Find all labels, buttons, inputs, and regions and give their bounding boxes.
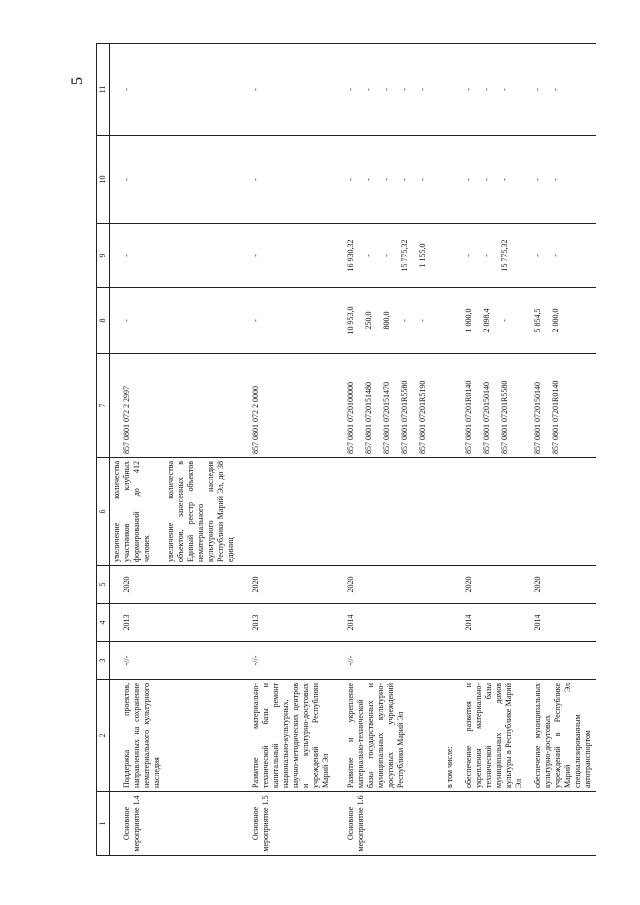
amount-cell	[439, 224, 458, 288]
amount-cell-value: -	[533, 178, 542, 181]
amount-cell	[527, 224, 596, 288]
end-year-cell: 2020	[334, 566, 439, 604]
activity-number-cell: Основное мероприятие 1.5	[239, 792, 334, 856]
amount-cell-value: -	[364, 254, 373, 257]
amount-cell-value: -	[382, 254, 391, 257]
start-year-cell: 2014	[527, 604, 596, 642]
amount-cell	[334, 288, 439, 354]
amount-cell-value: -	[482, 88, 491, 91]
amount-cell-value: -	[400, 178, 409, 181]
executor-cell	[458, 642, 527, 680]
amount-cell-value: -	[533, 88, 542, 91]
table-row	[458, 44, 527, 856]
column-number-4: 4	[97, 604, 110, 642]
page-number: 5	[69, 77, 86, 85]
activity-name-cell: в том числе:	[439, 680, 458, 792]
amount-cell-value: -	[122, 254, 131, 257]
activity-number-cell	[439, 792, 458, 856]
amount-cell-value: -	[464, 88, 473, 91]
budget-code-cell	[458, 354, 527, 458]
budget-code-cell	[334, 354, 439, 458]
amount-cell	[439, 288, 458, 354]
expected-result-carryover: увеличение количества участников клубных формирований до 412 человек	[112, 461, 151, 562]
amount-cell-value: 800,0	[382, 311, 391, 330]
budget-code-cell-value: 857 0801 07201R5190	[418, 380, 427, 454]
column-number-9: 9	[97, 224, 110, 288]
budget-code-cell-value: 857 0801 0720151470	[382, 382, 391, 454]
amount-cell-value: 15 775,32	[400, 239, 409, 272]
amount-cell-value: -	[551, 88, 560, 91]
activity-name-cell: обеспечение развития и укрепления материально-технической базы муниципальных домов культуры в Республике Марий Эл	[458, 680, 527, 792]
amount-cell	[458, 44, 527, 136]
executor-cell: -//-	[110, 642, 240, 680]
expected-result-text: увеличение количества объектов, занесенных в Единый реестр объектов нематериального культурного наследия Республики Марий Эл, до 38 единиц	[166, 461, 235, 562]
expected-result-cell	[334, 458, 439, 566]
amount-cell-value: -	[482, 254, 491, 257]
amount-cell-value: 1 000,0	[464, 308, 473, 333]
amount-cell-value: -	[482, 178, 491, 181]
amount-cell-value: 15 775,32	[500, 239, 509, 272]
amount-cell-value: 5 854,5	[533, 308, 542, 333]
expected-result-cell	[458, 458, 527, 566]
amount-cell-value: -	[418, 178, 427, 181]
start-year-cell: 2014	[458, 604, 527, 642]
activity-name-cell: обеспечение муниципальных культурно-досуговых учреждений в Республике Марий Эл специализированным автотранспортом	[527, 680, 596, 792]
amount-cell-value: -	[251, 178, 260, 181]
column-number-8: 8	[97, 288, 110, 354]
executor-cell	[527, 642, 596, 680]
column-number-5: 5	[97, 566, 110, 604]
amount-cell	[527, 288, 596, 354]
amount-cell-value: -	[500, 178, 509, 181]
column-number-6: 6	[97, 458, 110, 566]
budget-code-cell-value: 857 0801 0720100000	[346, 382, 355, 454]
activity-number-cell: Основное мероприятие 1.6	[334, 792, 439, 856]
amount-cell-value: -	[122, 88, 131, 91]
budget-code-cell	[239, 354, 334, 458]
amount-cell-value: 2 098,4	[482, 308, 491, 333]
activity-number-cell: Основное мероприятие 1.4	[110, 792, 240, 856]
budget-code-cell-value: 857 0801 07201R0140	[551, 380, 560, 454]
table-body	[110, 44, 597, 856]
activity-name-cell: Развитие материально-технической базы и капитальный ремонт национально-культурных, научно-методических центров и культурно-досуговых учреждений Республики Марий Эл	[239, 680, 334, 792]
amount-cell-value: -	[551, 178, 560, 181]
table-row	[239, 44, 334, 856]
budget-code-cell-value: 857 0801 0720150140	[533, 382, 542, 454]
budget-code-cell-value: 857 0801 07201R0140	[464, 380, 473, 454]
expected-result-cell	[527, 458, 596, 566]
budget-code-cell-value: 857 0801 0720150140	[482, 382, 491, 454]
amount-cell-value: -	[382, 178, 391, 181]
amount-cell	[334, 44, 439, 136]
amount-cell-value: -	[251, 254, 260, 257]
start-year-cell: 2014	[334, 604, 439, 642]
amount-cell	[458, 224, 527, 288]
amount-cell	[110, 288, 240, 354]
start-year-cell: 2013	[110, 604, 240, 642]
table-row	[334, 44, 439, 856]
amount-cell-value: 2 000,0	[551, 308, 560, 333]
budget-code-cell	[110, 354, 240, 458]
activity-number-cell	[458, 792, 527, 856]
amount-cell	[239, 288, 334, 354]
executor-cell: -//-	[239, 642, 334, 680]
end-year-cell: 2020	[527, 566, 596, 604]
activity-number-cell	[527, 792, 596, 856]
amount-cell	[527, 136, 596, 224]
amount-cell	[239, 44, 334, 136]
amount-cell-value: -	[346, 88, 355, 91]
expected-result-cell	[110, 458, 240, 566]
budget-code-cell-value: 857 0801 0720151480	[364, 382, 373, 454]
budget-code-cell-value: 857 0801 072 2 2997	[122, 386, 131, 454]
amount-cell	[239, 136, 334, 224]
activity-name-cell: Поддержка проектов, направленных на сохранение нематериального культурного наследия	[110, 680, 240, 792]
amount-cell-value: -	[464, 178, 473, 181]
amount-cell-value: 16 930,32	[346, 239, 355, 272]
expected-result-cell	[239, 458, 334, 566]
amount-cell-value: -	[122, 178, 131, 181]
amount-cell-value: -	[500, 88, 509, 91]
column-number-row	[97, 44, 110, 856]
budget-code-cell-value: 857 0801 072 2 0000	[251, 386, 260, 454]
amount-cell	[334, 136, 439, 224]
budget-code-cell	[439, 354, 458, 458]
amount-cell	[110, 44, 240, 136]
table-row	[439, 44, 458, 856]
amount-cell-value: -	[122, 319, 131, 322]
column-number-2: 2	[97, 680, 110, 792]
column-number-3: 3	[97, 642, 110, 680]
amount-cell-value: -	[251, 319, 260, 322]
end-year-cell: 2020	[239, 566, 334, 604]
start-year-cell	[439, 604, 458, 642]
amount-cell	[110, 136, 240, 224]
amount-cell-value: 250,0	[364, 311, 373, 330]
amount-cell-value: -	[382, 88, 391, 91]
amount-cell-value: -	[364, 88, 373, 91]
budget-code-cell-value: 857 0801 07201R5580	[500, 380, 509, 454]
amount-cell	[239, 224, 334, 288]
amount-cell-value: 10 953,0	[346, 306, 355, 335]
amount-cell-value: -	[346, 178, 355, 181]
amount-cell	[527, 44, 596, 136]
amount-cell	[439, 136, 458, 224]
amount-cell	[458, 288, 527, 354]
amount-cell-value: -	[364, 178, 373, 181]
column-number-10: 10	[97, 136, 110, 224]
column-number-7: 7	[97, 354, 110, 458]
budget-code-cell	[527, 354, 596, 458]
end-year-cell: 2020	[458, 566, 527, 604]
amount-cell-value: -	[400, 319, 409, 322]
column-number-1: 1	[97, 792, 110, 856]
program-table-sheet	[96, 44, 628, 856]
amount-cell-value: 1 155,0	[418, 243, 427, 268]
end-year-cell: 2020	[110, 566, 240, 604]
program-activities-table	[96, 43, 596, 856]
amount-cell	[458, 136, 527, 224]
amount-cell-value: -	[418, 319, 427, 322]
executor-cell	[439, 642, 458, 680]
start-year-cell: 2013	[239, 604, 334, 642]
amount-cell-value: -	[418, 88, 427, 91]
budget-code-cell-value: 857 0801 07201R5580	[400, 380, 409, 454]
executor-cell: -//-	[334, 642, 439, 680]
amount-cell-value: -	[464, 254, 473, 257]
table-row	[110, 44, 240, 856]
amount-cell-value: -	[533, 254, 542, 257]
activity-name-cell: Развитие и укрепление материально-технической базы государственных и муниципальных культурно-досуговых учреждений Республики Марий Эл	[334, 680, 439, 792]
amount-cell-value: -	[400, 88, 409, 91]
amount-cell-value: -	[551, 254, 560, 257]
amount-cell-value: -	[500, 319, 509, 322]
amount-cell	[439, 44, 458, 136]
column-number-11: 11	[97, 44, 110, 136]
amount-cell	[110, 224, 240, 288]
amount-cell	[334, 224, 439, 288]
expected-result-cell	[439, 458, 458, 566]
table-row	[527, 44, 596, 856]
amount-cell-value: -	[251, 88, 260, 91]
end-year-cell	[439, 566, 458, 604]
